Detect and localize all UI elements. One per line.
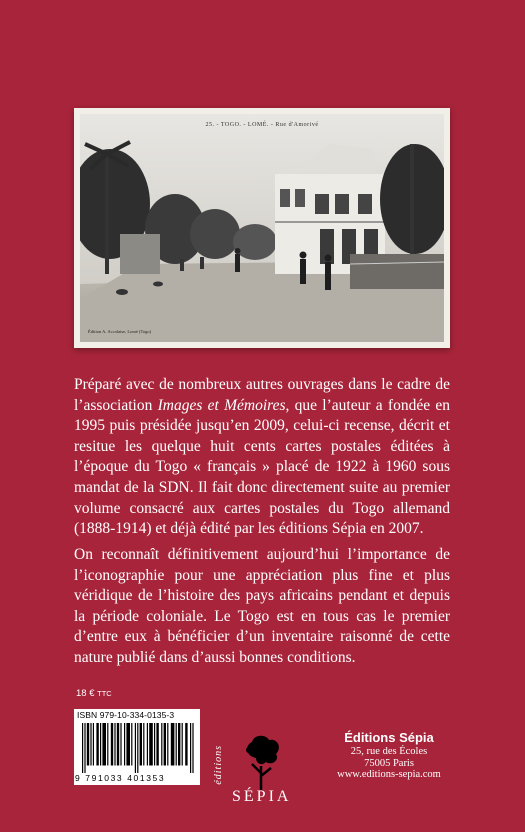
publisher-info [314, 730, 464, 781]
isbn-barcode-box [74, 709, 200, 785]
price-tax: TTC [97, 689, 112, 698]
blurb-paragraph-1 [74, 375, 450, 540]
association-name: Images et Mémoires [157, 396, 286, 414]
postcard-photo-frame [74, 108, 450, 348]
postcard-photo [80, 114, 444, 342]
barcode-icon [82, 723, 196, 773]
photo-caption-top: 25. - TOGO. - LOMÉ. - Rue d'Amorivé [205, 122, 319, 128]
photo-caption-bottom: Édition A. Accolatse, Lomé (Togo) [88, 329, 152, 334]
publisher-city: 75005 Paris [364, 757, 414, 769]
isbn-label: ISBN 979-10-334-0135-3 [77, 710, 175, 720]
publisher-street: 25, rue des Écoles [350, 746, 428, 757]
blurb-p1-start: Préparé avec de nombreux autres ouvrages dans le cadre de l’association [74, 376, 450, 414]
price [76, 688, 112, 699]
blurb-p1-end: , que l’auteur a fondée en 1995 puis présidée jusqu’en 2009, celui-ci recense, décrit et resitue les quelque huit cents cartes postales éditées à l’époque du Togo « français » placé de 1922 à 1960 sous mandat de la SDN. Il fait donc directement suite au premier volume consacré aux cartes postales du Togo allemand (1888-1914) et déjà édité par les éditions Sépia en 2007. [74, 396, 450, 538]
logo-editions-text: éditions [213, 745, 224, 785]
publisher-name: Éditions Sépia [344, 730, 434, 745]
street-scene-image [80, 114, 444, 342]
publisher-website[interactable]: www.editions-sepia.com [337, 769, 441, 780]
price-amount: 18 € [76, 688, 95, 699]
barcode-digits: 9 791033 401353 [75, 773, 166, 783]
blurb-paragraph-2: On reconnaît définitivement aujourd’hui l’importance de l’iconographie pour une appréciation plus fine et plus véridique de l’histoire des pays africains pendant et depuis la période coloniale. Le Togo est en tous cas le premier d’entre eux à bénéficier d’un inventaire raisonné de cette nature publié dans d’aussi bonnes conditions. [74, 546, 450, 666]
logo-sepia-text: SÉPIA [232, 788, 292, 805]
